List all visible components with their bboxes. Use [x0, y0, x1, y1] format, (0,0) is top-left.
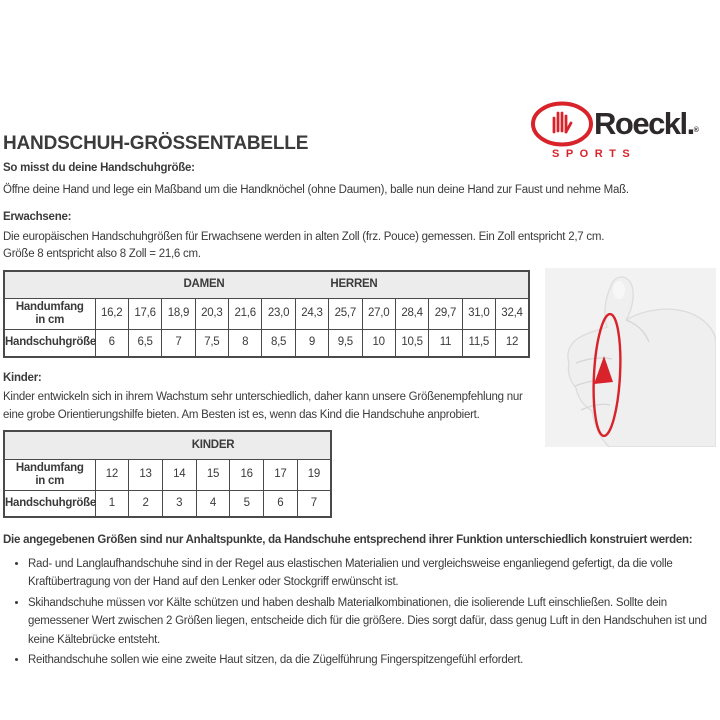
adults-size-label: Handschuhgröße	[4, 330, 95, 357]
note-item-ski: • Skihandschuhe müssen vor Kälte schützen und haben deshalb Materialkombinationen, die isolierende Luft einschließen. Sollte dein gemessener Wert zwischen 2 Größen liegen, entscheide dich für die größere. Dies sorgt dafür, dass genug Luft in den Handschuhen ist und keine Kältebrücke entsteht.	[28, 594, 716, 650]
adults-circ-value: 29,7	[429, 299, 462, 330]
page-title: HANDSCHUH-GRÖSSENTABELLE	[3, 132, 309, 154]
adults-size-value: 6	[95, 330, 128, 357]
measure-text: Öffne deine Hand und lege ein Maßband um die Handknöchel (ohne Daumen), balle nun deine Hand zur Faust und nehme Maß.	[3, 183, 629, 196]
sports-subbrand: SPORTS	[552, 148, 637, 160]
adults-size-value: 7,5	[195, 330, 228, 357]
kids-size-label: Handschuhgröße	[4, 490, 95, 517]
notes-heading: Die angegebenen Größen sind nur Anhaltspunkte, da Handschuhe entsprechend ihrer Funktion unterschiedlich konstruiert werden:	[3, 534, 693, 546]
kids-circ-value: 12	[95, 459, 129, 490]
adults-size-value: 11,5	[462, 330, 495, 357]
measure-heading: So misst du deine Handschuhgröße:	[3, 162, 195, 174]
adults-group-header-row	[4, 271, 529, 299]
adults-size-value: 9	[295, 330, 328, 357]
adults-circ-value: 23,0	[262, 299, 295, 330]
adults-size-table	[3, 270, 530, 358]
roeckl-hand-oval-icon	[530, 101, 594, 155]
kids-circumference-label: Handumfang in cm	[4, 459, 95, 490]
adults-size-value: 12	[496, 330, 530, 357]
kids-size-value: 3	[162, 490, 196, 517]
kids-circumference-row	[4, 459, 331, 490]
kids-circ-value: 16	[230, 459, 264, 490]
adults-size-value: 11	[429, 330, 462, 357]
adults-circumference-label: Handumfang in cm	[4, 299, 95, 330]
adults-circ-value: 31,0	[462, 299, 495, 330]
kids-size-value: 5	[230, 490, 264, 517]
kids-size-value: 6	[264, 490, 298, 517]
kids-circ-value: 17	[264, 459, 298, 490]
adults-circumference-row	[4, 299, 529, 330]
adults-circ-value: 20,3	[195, 299, 228, 330]
note-item-riding: • Reithandschuhe sollen wie eine zweite Haut sitzen, da die Zügelführung Fingerspitzengefühl erfordert.	[28, 651, 716, 670]
roeckl-wordmark: Roeckl.®	[594, 106, 699, 142]
adults-size-value: 10,5	[395, 330, 428, 357]
adults-circ-value: 24,3	[295, 299, 328, 330]
kids-text: Kinder entwickeln sich in ihrem Wachstum sehr unterschiedlich, daher kann unsere Größenempfehlung nur eine grobe Orientierungshilfe bieten. Am Besten ist es, wenn das Kind die Handschuhe anprobiert.	[3, 391, 523, 421]
adults-circ-value: 32,4	[496, 299, 530, 330]
adults-text-line1: Die europäischen Handschuhgrößen für Erwachsene werden in alten Zoll (frz. Pouce) gemessen. Ein Zoll entspricht 2,7 cm.	[3, 230, 605, 243]
adults-circ-value: 25,7	[329, 299, 362, 330]
adults-size-value: 7	[162, 330, 195, 357]
kids-size-table	[3, 430, 332, 518]
kids-size-value: 2	[129, 490, 163, 517]
kids-heading: Kinder:	[3, 371, 42, 384]
adults-circ-value: 18,9	[162, 299, 195, 330]
adults-circ-value: 21,6	[229, 299, 262, 330]
adults-size-value: 6,5	[128, 330, 161, 357]
adults-size-value: 8	[229, 330, 262, 357]
adults-heading: Erwachsene:	[3, 211, 72, 223]
adults-circ-value: 16,2	[95, 299, 128, 330]
kids-size-value: 4	[196, 490, 230, 517]
kids-circ-value: 19	[297, 459, 331, 490]
kids-circ-value: 13	[129, 459, 163, 490]
damen-group-label: DAMEN	[183, 278, 225, 290]
kids-circ-value: 15	[196, 459, 230, 490]
document-header	[3, 0, 716, 160]
adults-circ-value: 28,4	[395, 299, 428, 330]
registered-trademark: ®	[693, 127, 699, 135]
notes-list	[3, 555, 716, 670]
kids-group-header-row	[4, 431, 331, 459]
kids-size-value: 1	[95, 490, 129, 517]
adults-circ-value: 27,0	[362, 299, 395, 330]
roeckl-logo	[530, 101, 716, 160]
adults-text-line2: Größe 8 entspricht also 8 Zoll = 21,6 cm.	[3, 248, 201, 260]
hand-measurement-figure	[545, 268, 716, 447]
adults-size-row	[4, 330, 529, 357]
adults-circ-value: 17,6	[128, 299, 161, 330]
kinder-group-label: KINDER	[191, 438, 235, 451]
kids-size-row	[4, 490, 331, 517]
adults-size-value: 9,5	[329, 330, 362, 357]
kids-size-value: 7	[297, 490, 331, 517]
herren-group-label: HERREN	[330, 278, 378, 290]
adults-size-value: 8,5	[262, 330, 295, 357]
note-item-cycling: • Rad- und Langlaufhandschuhe sind in der Regel aus elastischen Materialien und vergleichsweise enganliegend gefertigt, da die volle Kraftübertragung von der Hand auf den Lenker oder Stockgriff erwünscht ist.	[28, 555, 716, 592]
kids-circ-value: 14	[162, 459, 196, 490]
adults-size-value: 10	[362, 330, 395, 357]
